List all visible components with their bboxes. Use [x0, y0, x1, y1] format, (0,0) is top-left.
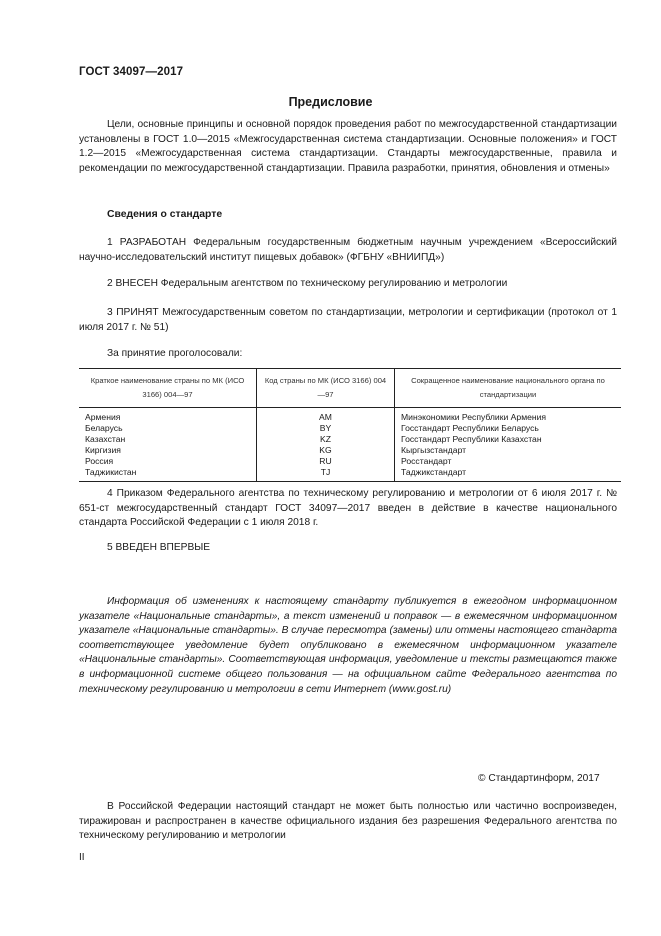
table-row [79, 445, 621, 456]
column-header-country: Краткое наименование страны по МК (ИСО 3166) 004—97 [79, 369, 257, 408]
table-row [79, 434, 621, 445]
table-row [79, 423, 621, 434]
intro-paragraph: Цели, основные принципы и основной порядок проведения работ по межгосударственной стандартизации установлены в ГОСТ 1.0—2015 «Межгосударственная система стандартизации. Основные положения» и ГОСТ 1.2—2015 «Межгосударственная система стандартизации. Стандарты межгосударственные, правила и рекомендации по межгосударственной стандартизации. Правила разработки, принятия, обновления и отмены» [79, 119, 617, 174]
body-cell: Росстандарт [395, 456, 622, 467]
code-cell: RU [257, 456, 395, 467]
country-cell: Армения [85, 412, 121, 422]
table-header-row [79, 369, 621, 408]
body-cell: Таджикстандарт [395, 467, 622, 482]
column-header-body: Сокращенное наименование национального органа по стандартизации [395, 369, 622, 408]
item-4-enacted: 4 Приказом Федерального агентства по техническому регулированию и метрологии от 6 июля 2017 г. № 651-ст межгосударственный стандарт ГОСТ 34097—2017 введен в действие в качестве национального стандарта Российской Федерации с 1 июля 2018 г. [79, 488, 617, 529]
page-number: II [79, 852, 85, 863]
table-row [79, 408, 621, 424]
country-cell: Россия [85, 456, 114, 466]
changes-info-note: Информация об изменениях к настоящему стандарту публикуется в ежегодном информационном указателе «Национальные стандарты», а текст изменений и поправок — в ежемесячном информационном указателе «Национальные стандарты». В случае пересмотра (замены) или отмены настоящего стандарта соответствующее уведомление будет опубликовано в ежемесячном информационном указателе «Национальные стандарты». Соответствующая информация, уведомление и тексты размещаются также в информационной системе общего пользования — на официальном сайте Федерального агентства по техническому регулированию и метрологии в сети Интернет (www.gost.ru) [79, 596, 617, 695]
body-cell: Минэкономики Республики Армения [395, 408, 622, 424]
code-cell: BY [257, 423, 395, 434]
code-cell: AM [257, 408, 395, 424]
item-2-introduced: 2 ВНЕСЕН Федеральным агентством по техническому регулированию и метрологии [107, 278, 508, 289]
body-cell: Госстандарт Республики Беларусь [395, 423, 622, 434]
body-cell: Кыргызстандарт [395, 445, 622, 456]
item-3-adopted: 3 ПРИНЯТ Межгосударственным советом по стандартизации, метрологии и сертификации (протокол от 1 июля 2017 г. № 51) [79, 307, 617, 333]
copyright-line: © Стандартинформ, 2017 [478, 773, 600, 784]
country-cell: Беларусь [85, 423, 123, 433]
country-cell: Таджикистан [79, 467, 257, 482]
item-1-developed: 1 РАЗРАБОТАН Федеральным государственным бюджетным научным учреждением «Всероссийский научно-исследовательский институт пищевых добавок» (ФГБНУ «ВНИИПД») [79, 237, 617, 263]
reproduction-rights-note: В Российской Федерации настоящий стандарт не может быть полностью или частично воспроизведен, тиражирован и распространен в качестве официального издания без разрешения Федерального агентства по техническому регулированию и метрологии [79, 801, 617, 842]
voted-label: За принятие проголосовали: [107, 348, 243, 359]
code-cell: TJ [257, 467, 395, 482]
code-cell: KG [257, 445, 395, 456]
table-row [79, 467, 621, 482]
table-row [79, 456, 621, 467]
country-cell: Киргизия [85, 445, 121, 455]
section-heading: Сведения о стандарте [107, 209, 223, 220]
item-5-introduced-first: 5 ВВЕДЕН ВПЕРВЫЕ [107, 542, 211, 553]
page-title: Предисловие [288, 95, 373, 109]
document-header: ГОСТ 34097—2017 [79, 66, 184, 78]
voting-table [79, 368, 621, 482]
country-cell: Казахстан [85, 434, 126, 444]
column-header-code: Код страны по МК (ИСО 3166) 004—97 [257, 369, 395, 408]
code-cell: KZ [257, 434, 395, 445]
body-cell: Госстандарт Республики Казахстан [395, 434, 622, 445]
